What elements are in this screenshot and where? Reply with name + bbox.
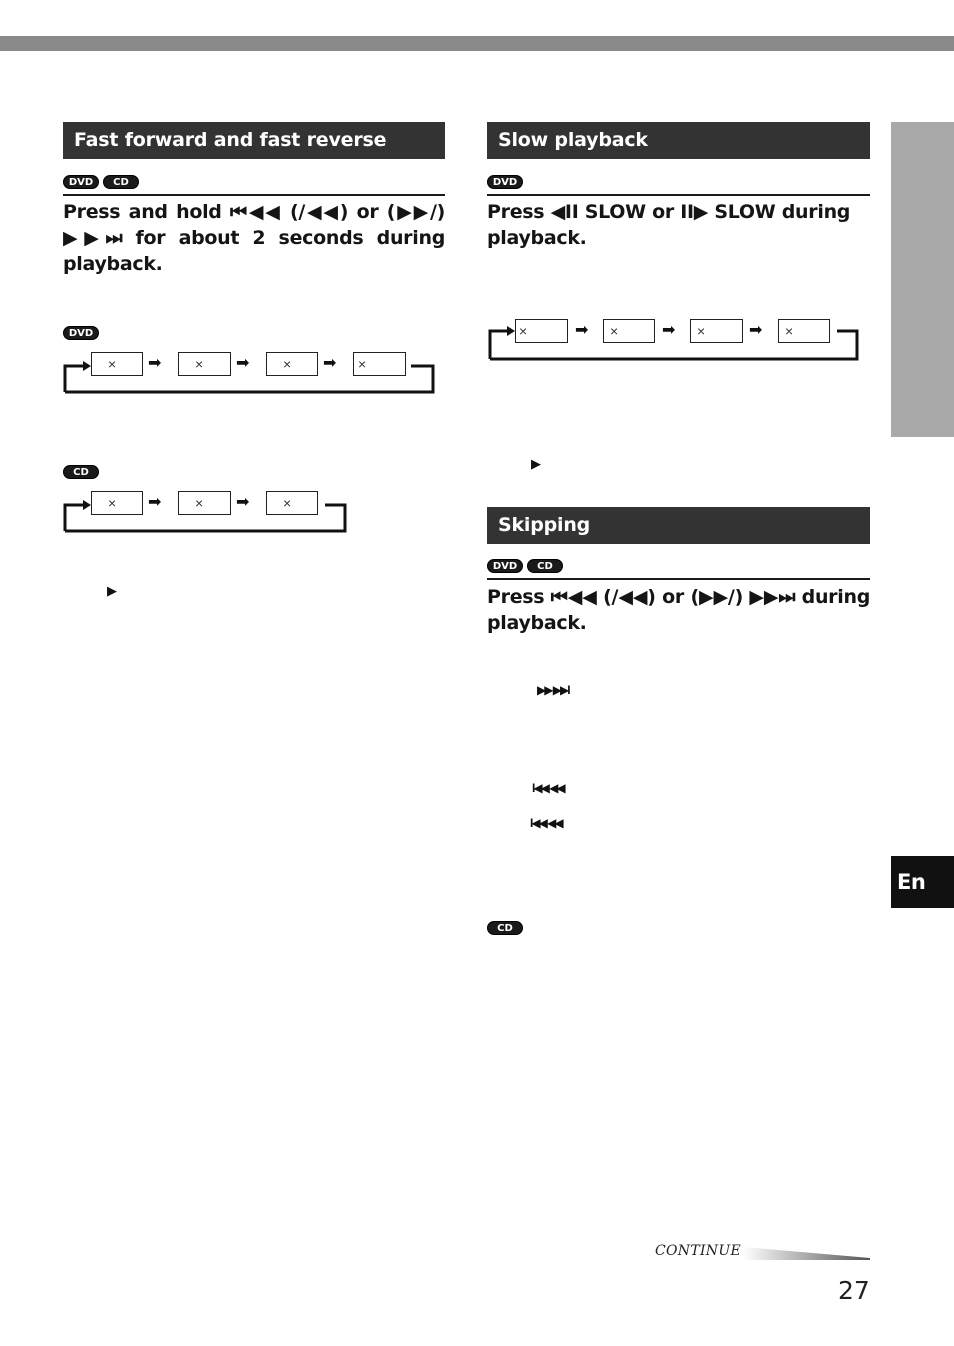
flow-box-label: × bbox=[785, 323, 794, 339]
arrow-right-icon: ➡ bbox=[148, 494, 162, 511]
fast-instruction: Press and hold ⏮◀◀ (/◀◀) or (▶▶/) ▶▶⏭ for about 2 seconds during playback. bbox=[63, 201, 445, 275]
flow-box-label: × bbox=[108, 356, 117, 372]
section-header-skip: Skipping bbox=[487, 507, 870, 544]
flow-box bbox=[515, 319, 568, 343]
arrow-right-icon: ➡ bbox=[236, 494, 250, 511]
dvd-badge: DVD bbox=[487, 175, 523, 189]
flow-box-label: × bbox=[108, 495, 117, 511]
arrow-right-icon: ➡ bbox=[236, 355, 250, 372]
flow-box bbox=[266, 352, 318, 376]
skip-back-icon: I◀◀ ◀◀ bbox=[532, 781, 564, 795]
dvd-badge: DVD bbox=[63, 175, 99, 189]
flow-box-label: × bbox=[195, 356, 204, 372]
section-rule bbox=[487, 194, 870, 196]
flow-box bbox=[178, 491, 231, 515]
top-band bbox=[0, 36, 954, 51]
flow-box-label: × bbox=[610, 323, 619, 339]
arrow-right-icon: ➡ bbox=[323, 355, 337, 372]
skip-back-icon: I◀◀ ◀◀ bbox=[530, 816, 562, 830]
cd-badge-flow: CD bbox=[63, 465, 99, 479]
flow-box bbox=[353, 352, 406, 376]
section-header-slow: Slow playback bbox=[487, 122, 870, 159]
flow-box bbox=[91, 352, 143, 376]
arrow-right-icon: ➡ bbox=[662, 322, 676, 339]
section-rule bbox=[63, 194, 445, 196]
flow-box bbox=[690, 319, 743, 343]
arrow-right-icon: ➡ bbox=[749, 322, 763, 339]
flow-box bbox=[778, 319, 830, 343]
cd-badge: CD bbox=[487, 921, 523, 935]
section-rule bbox=[487, 578, 870, 580]
slow-instruction: Press ◀II SLOW or II▶ SLOW during playback. bbox=[487, 201, 851, 249]
play-icon: ▶ bbox=[107, 583, 117, 598]
flow-box-label: × bbox=[195, 495, 204, 511]
continue-indicator bbox=[655, 1243, 870, 1263]
cd-badge: CD bbox=[527, 559, 563, 573]
skip-instruction: Press ⏮◀◀ (/◀◀) or (▶▶/) ▶▶⏭ during playback. bbox=[487, 586, 870, 634]
slow-speed-flow bbox=[487, 319, 862, 363]
dvd-speed-flow bbox=[63, 352, 438, 396]
play-icon: ▶ bbox=[531, 456, 541, 471]
side-index-tab bbox=[891, 122, 954, 437]
flow-box-label: × bbox=[358, 356, 367, 372]
dvd-badge: DVD bbox=[487, 559, 523, 573]
flow-box bbox=[603, 319, 655, 343]
flow-box-label: × bbox=[519, 323, 528, 339]
section-header-fast: Fast forward and fast reverse bbox=[63, 122, 445, 159]
flow-box-label: × bbox=[697, 323, 706, 339]
flow-box bbox=[178, 352, 231, 376]
flow-box-label: × bbox=[283, 356, 292, 372]
arrow-right-icon: ➡ bbox=[575, 322, 589, 339]
cd-badge: CD bbox=[103, 175, 139, 189]
continue-label: CONTINUE bbox=[655, 1243, 741, 1259]
skip-forward-icon: ▶▶ ▶▶I bbox=[537, 683, 569, 697]
flow-box bbox=[91, 491, 143, 515]
dvd-badge-flow: DVD bbox=[63, 326, 99, 340]
cd-speed-flow bbox=[63, 491, 353, 535]
flow-box-label: × bbox=[283, 495, 292, 511]
language-tab: En bbox=[891, 856, 954, 908]
arrow-right-icon: ➡ bbox=[148, 355, 162, 372]
page-number: 27 bbox=[838, 1276, 870, 1305]
flow-box bbox=[266, 491, 318, 515]
